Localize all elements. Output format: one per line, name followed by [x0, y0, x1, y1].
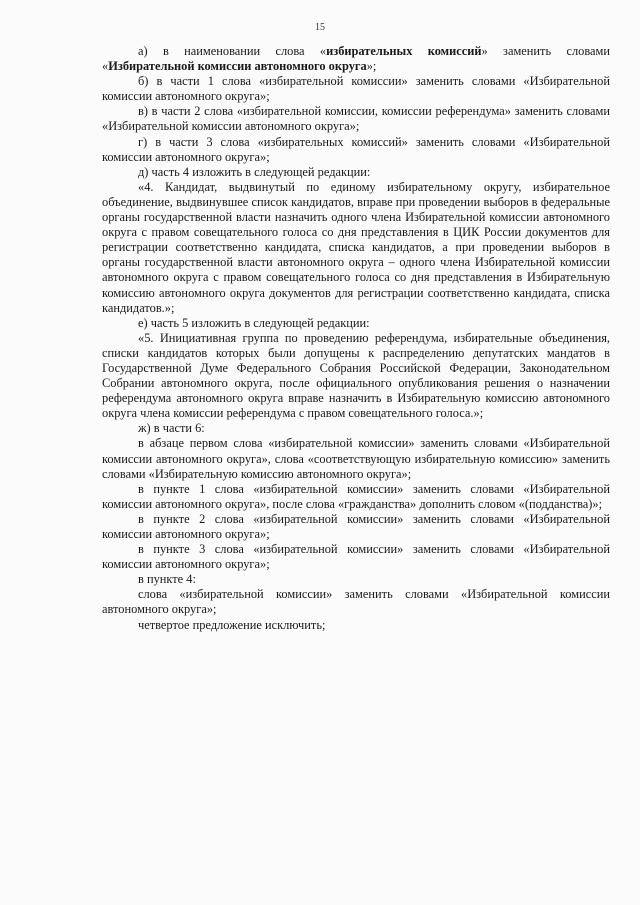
- paragraph-zh: ж) в части 6:: [138, 421, 205, 436]
- paragraph-b: б) в части 1 слова «избирательной комиссии» заменить словами «Избирательной комиссии автономного округа»;: [102, 74, 610, 104]
- paragraph-a: [102, 44, 610, 74]
- document-body: [102, 44, 610, 633]
- paragraph-punkt-3: в пункте 3 слова «избирательной комиссии» заменить словами «Избирательной комиссии автономного округа»;: [102, 542, 610, 572]
- paragraph-first-abzac: в абзаце первом слова «избирательной комиссии» заменить словами «Избирательной комиссии автономного округа», слова «соответствующую избирательную комиссию» заменить словами «Избирательную комиссию автономного округа»;: [102, 436, 610, 481]
- text-run: » заменить словами «: [102, 44, 610, 74]
- paragraph-punkt-4-words: слова «избирательной комиссии» заменить словами «Избирательной комиссии автономного округа»;: [102, 587, 610, 617]
- paragraph-part-5-text: «5. Инициативная группа по проведению референдума, избирательные объединения, списки кандидатов которых были допущены к распределению депутатских мандатов в Государственной Думе Федерального Собрания Российской Федерации, Законодательном Собрании автономного округа, после официального опубликования решения о назначении референдума автономного округа вправе назначить в Избирательную комиссию автономного округа члена комиссии референдума с правом совещательного голоса.»;: [102, 330, 610, 421]
- text-run: »;: [366, 59, 377, 74]
- paragraph-v: в) в части 2 слова «избирательной комиссии, комиссии референдума» заменить словами «Избирательной комиссии автономного округа»;: [102, 104, 610, 134]
- page-number: 15: [315, 22, 325, 33]
- paragraph-punkt-4: в пункте 4:: [138, 572, 196, 587]
- bold-run: Избирательной комиссии автономного округа: [108, 59, 367, 74]
- text-run: а) в наименовании слова «: [138, 44, 327, 58]
- paragraph-punkt-1: в пункте 1 слова «избирательной комиссии» заменить словами «Избирательной комиссии автономного округа», после слова «гражданства» дополнить словом «(подданства)»;: [102, 481, 610, 511]
- paragraph-d: д) часть 4 изложить в следующей редакции:: [138, 164, 371, 179]
- paragraph-e: е) часть 5 изложить в следующей редакции:: [138, 315, 370, 330]
- paragraph-g: г) в части 3 слова «избирательных комиссий» заменить словами «Избирательной комиссии автономного округа»;: [102, 134, 610, 164]
- bold-run: избирательных комиссий: [326, 44, 482, 58]
- paragraph-punkt-2: в пункте 2 слова «избирательной комиссии» заменить словами «Избирательной комиссии автономного округа»;: [102, 511, 610, 541]
- paragraph-part-4-text: «4. Кандидат, выдвинутый по единому избирательному округу, избирательное объединение, выдвинувшее список кандидатов, вправе при проведении выборов в федеральные органы государственной власти назначить одного члена Избирательной комиссии автономного округа с правом совещательного голоса со дня представления в ЦИК России документов для регистрации соответственно кандидата, списка кандидатов, а при проведении выборов в органы государственной власти автономного округа – одного члена Избирательной комиссии автономного округа с правом совещательного голоса со дня представления в Избирательную комиссию автономного округа документов для регистрации соответственно кандидата, списка кандидатов.»;: [102, 179, 610, 315]
- paragraph-punkt-4-fourth-sentence: четвертое предложение исключить;: [138, 617, 326, 632]
